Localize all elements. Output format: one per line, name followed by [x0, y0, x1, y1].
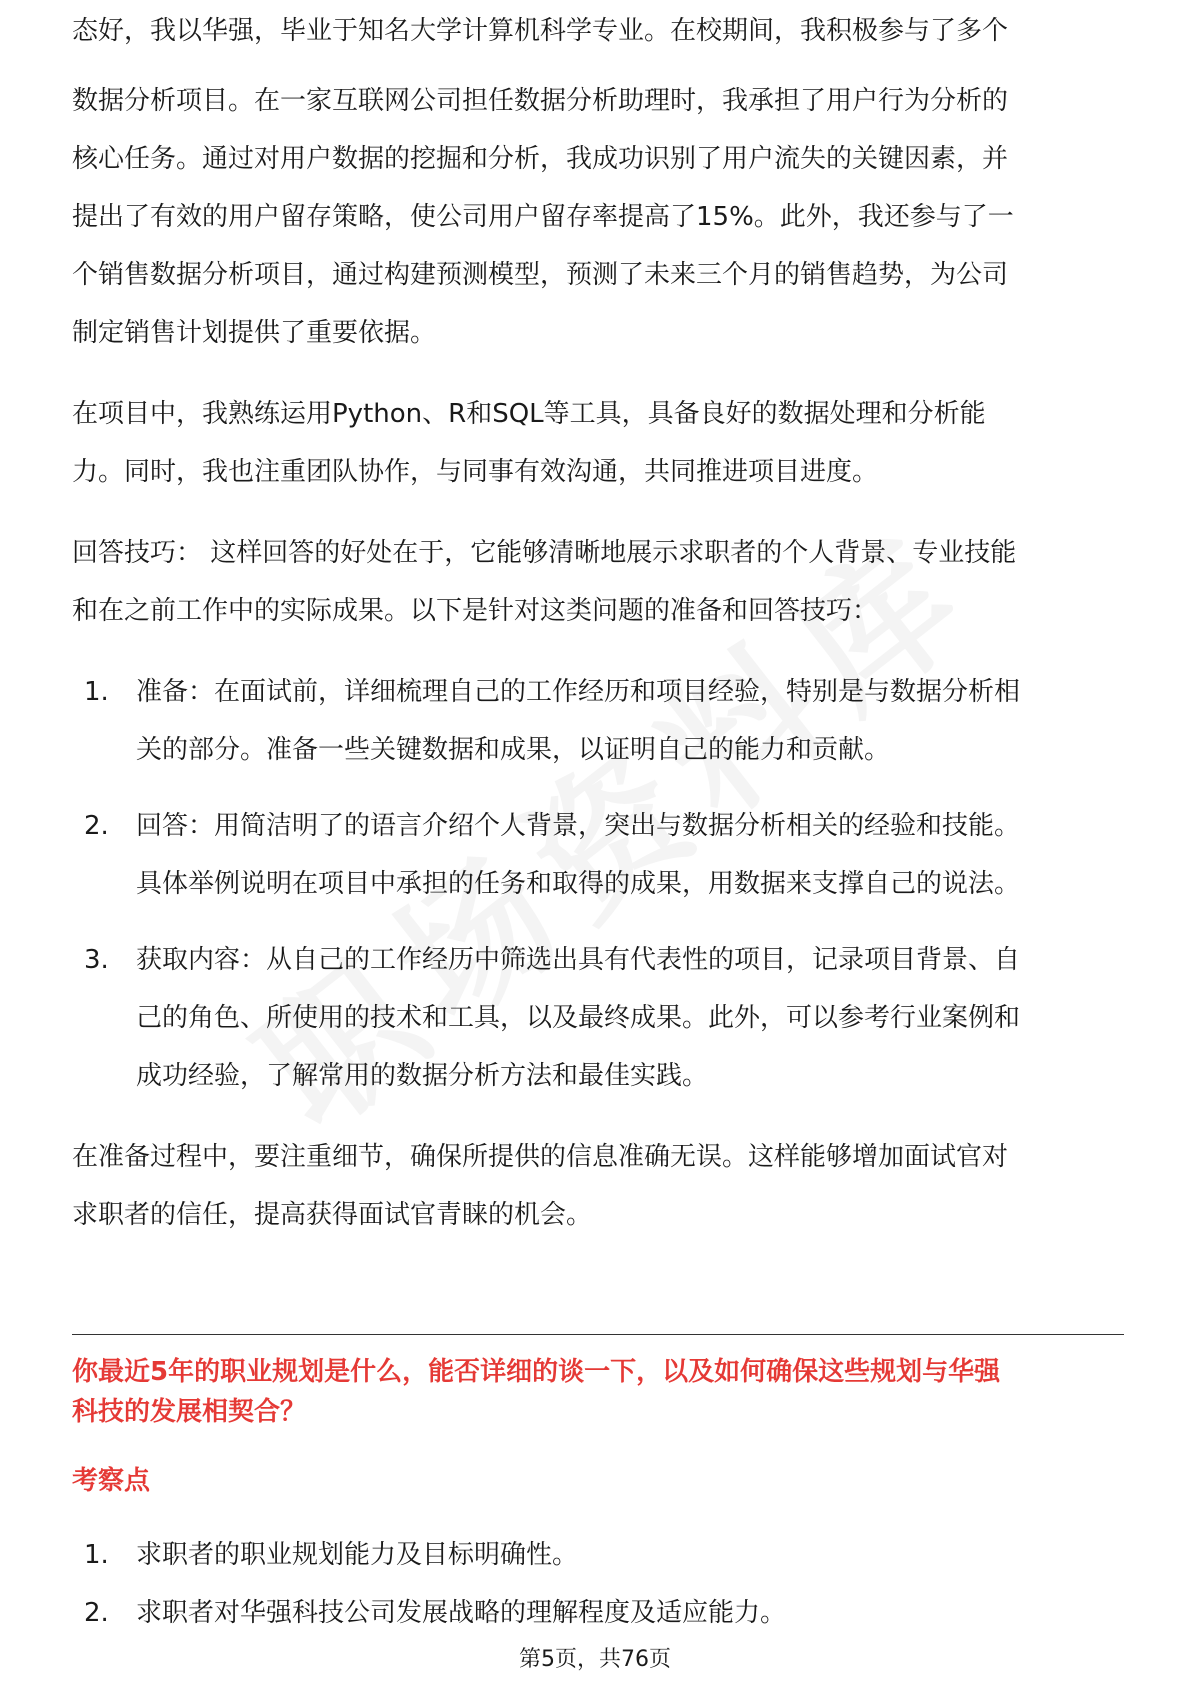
text-line: 数据分析项目。在一家互联网公司担任数据分析助理时，我承担了用户行为分析的 — [72, 86, 1009, 116]
list-item — [72, 1584, 1132, 1642]
text-line: 在准备过程中，要注重细节，确保所提供的信息准确无误。这样能够增加面试官对 — [72, 1142, 1009, 1172]
list-number: 2. — [84, 1598, 109, 1628]
list-item — [72, 797, 1132, 913]
cut-off-line: 态好，我以华强，毕业于知名大学计算机科学专业。在校期间，我积极参与了多个 — [72, 16, 1009, 46]
text-line: 成功经验，了解常用的数据分析方法和最佳实践。 — [136, 1061, 709, 1091]
text-line: 求职者的信任，提高获得面试官青睐的机会。 — [72, 1200, 593, 1230]
text-line: 己的角色、所使用的技术和工具，以及最终成果。此外，可以参考行业案例和 — [136, 1003, 1021, 1033]
text-line: 个销售数据分析项目，通过构建预测模型，预测了未来三个月的销售趋势，为公司 — [72, 260, 1009, 290]
list-item — [72, 1526, 1132, 1584]
list-item — [72, 663, 1132, 779]
list-number: 1. — [84, 1540, 109, 1570]
list-text: 求职者的职业规划能力及目标明确性。 — [136, 1540, 579, 1570]
text-line: 提出了有效的用户留存策略，使公司用户留存率提高了15%。此外，我还参与了一 — [72, 202, 1014, 232]
text-line: 获取内容：从自己的工作经历中筛选出具有代表性的项目，记录项目背景、自 — [136, 945, 1021, 975]
assessment-points-list — [72, 1526, 1132, 1642]
list-number: 3. — [84, 945, 109, 975]
text-line: 在项目中，我熟练运用Python、R和SQL等工具，具备良好的数据处理和分析能 — [72, 399, 986, 429]
text-line: 制定销售计划提供了重要依据。 — [72, 318, 437, 348]
paragraph-project-experience — [72, 72, 1132, 362]
tips-list — [72, 663, 1132, 1105]
page-footer: 第5页，共76页 — [519, 1647, 671, 1672]
text-line: 回答：用简洁明了的语言介绍个人背景，突出与数据分析相关的经验和技能。 — [136, 811, 1021, 841]
list-number: 1. — [84, 677, 109, 707]
section-label: 考察点 — [72, 1466, 151, 1496]
question-title — [72, 1352, 1132, 1432]
list-item — [72, 931, 1132, 1105]
paragraph-answer-tips — [72, 524, 1132, 640]
list-text: 求职者对华强科技公司发展战略的理解程度及适应能力。 — [136, 1598, 787, 1628]
text-line: 关的部分。准备一些关键数据和成果，以证明自己的能力和贡献。 — [136, 735, 891, 765]
paragraph-skills — [72, 385, 1132, 501]
text-line: 你最近5年的职业规划是什么，能否详细的谈一下，以及如何确保这些规划与华强 — [72, 1357, 1001, 1387]
text-line: 科技的发展相契合？ — [72, 1397, 307, 1427]
section-divider — [72, 1334, 1124, 1335]
paragraph-conclusion — [72, 1128, 1132, 1244]
text-line: 和在之前工作中的实际成果。以下是针对这类问题的准备和回答技巧： — [72, 596, 879, 626]
text-line: 准备：在面试前，详细梳理自己的工作经历和项目经验，特别是与数据分析相 — [136, 677, 1021, 707]
text-line: 回答技巧： 这样回答的好处在于，它能够清晰地展示求职者的个人背景、专业技能 — [72, 538, 1017, 568]
list-number: 2. — [84, 811, 109, 841]
body-content — [72, 0, 1132, 1244]
text-line: 具体举例说明在项目中承担的任务和取得的成果，用数据来支撑自己的说法。 — [136, 869, 1021, 899]
text-line: 核心任务。通过对用户数据的挖掘和分析，我成功识别了用户流失的关键因素，并 — [72, 144, 1009, 174]
text-line: 力。同时，我也注重团队协作，与同事有效沟通，共同推进项目进度。 — [72, 457, 879, 487]
